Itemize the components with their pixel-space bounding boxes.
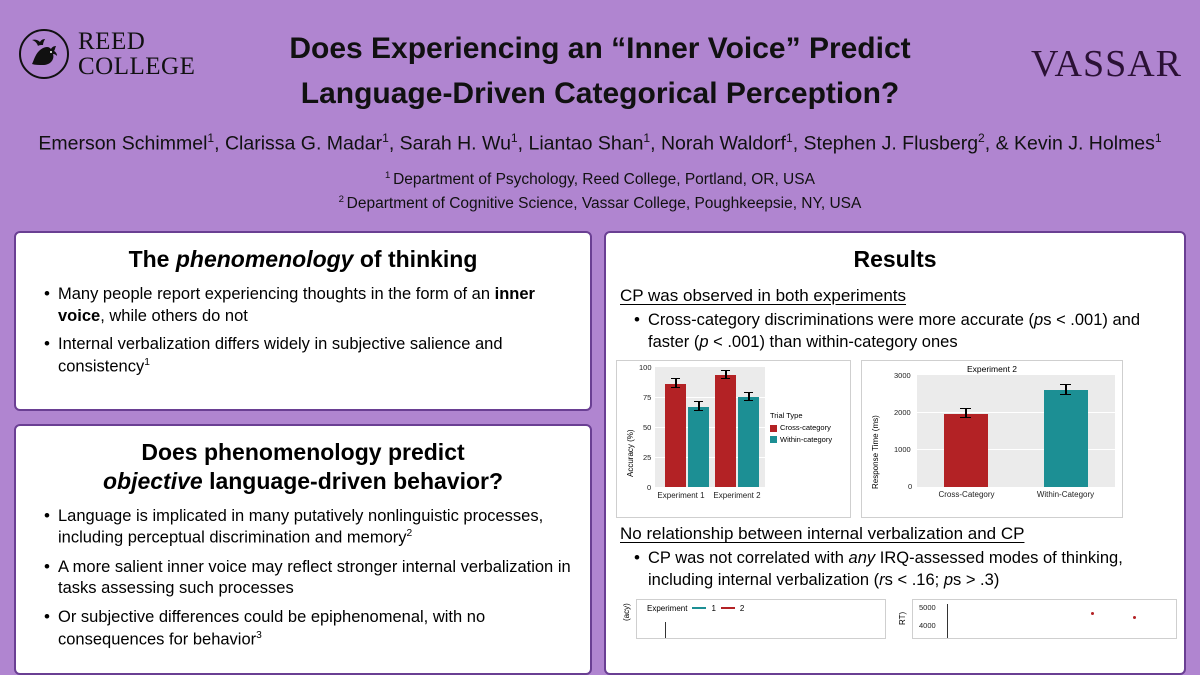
chart-response-time	[861, 360, 1123, 518]
panel-phenomenology-heading	[16, 233, 590, 280]
chart-rt-ytick-3000: 3000	[894, 371, 911, 381]
chart-line-ylabel: (acy)	[622, 603, 631, 621]
chart-rt-ytick-2000: 2000	[894, 408, 911, 418]
affiliations	[10, 168, 1190, 216]
r-bullet-2-stat2: p	[943, 571, 953, 590]
panel-results	[604, 231, 1186, 675]
chart-scatter-ytick-4000: 4000	[919, 620, 936, 630]
r-bullet-1b: s < .001)	[1043, 310, 1108, 329]
chart-line-legend	[647, 604, 744, 613]
reed-griffin-seal-icon	[18, 28, 70, 80]
page-title	[210, 26, 990, 116]
legend-item	[770, 423, 832, 433]
results-bullets-1	[606, 310, 1184, 354]
chart-scatter-partial	[912, 599, 1177, 639]
chart-accuracy-xtick-2: Experiment 2	[713, 491, 761, 501]
legend-label-exp2: 2	[739, 603, 745, 613]
chart-rt-xtick-2: Within-Category	[1036, 490, 1095, 500]
q-bullet-3-sup: 3	[256, 629, 262, 641]
poster-header	[0, 0, 1200, 222]
chart-accuracy-ylabel: Accuracy (%)	[626, 429, 635, 478]
affiliation-1-text: Department of Psychology, Reed College, Portland, OR, USA	[393, 171, 815, 188]
author-list: Emerson Schimmel$^1$, Clarissa G. Madar$^1$, Sarah H. Wu$^1$, Liantao Shan$^1$, Norah Waldorf$^1$, Stephen J. Flusberg$^2$, & Kevin J. Holmes$^1$	[38, 131, 1162, 155]
bar-rt-within	[1044, 390, 1088, 487]
results-subheading-2: No relationship between internal verbalization and CP	[620, 524, 1025, 544]
chart-line-legend-title: Experiment	[647, 603, 688, 613]
list-item	[44, 284, 576, 328]
r-bullet-2d: s < .16;	[884, 571, 944, 590]
results-bottom-charts	[616, 599, 1174, 639]
affiliation-2-text: Department of Cognitive Science, Vassar College, Poughkeepsie, NY, USA	[346, 195, 862, 213]
results-subheading-1: CP was observed in both experiments	[620, 285, 907, 305]
vassar-college-logo: VASSAR	[1030, 43, 1182, 85]
chart-rt-ytick-1000: 1000	[894, 445, 911, 455]
r-bullet-1d: < .001) than within-category ones	[708, 332, 958, 351]
chart-accuracy-ytick-25: 25	[643, 453, 652, 463]
bullet1-pre: Many people report experiencing thoughts in the form of	[58, 284, 472, 303]
question-bullets	[16, 506, 590, 652]
reed-college-logo	[18, 18, 208, 90]
chart-rt-ytick-0: 0	[908, 482, 913, 492]
legend-line-2	[721, 607, 735, 609]
chart-accuracy-ytick-50: 50	[643, 423, 652, 433]
bar-rt-cross	[944, 414, 988, 487]
panel-results-heading: Results	[853, 246, 937, 272]
bar-exp2-cross	[715, 375, 736, 487]
legend-item	[770, 435, 832, 445]
r-bullet-1c: and faster (	[648, 310, 1141, 351]
heading-post: of thinking	[353, 246, 478, 272]
bullet2-sup: 1	[144, 357, 150, 369]
list-item	[44, 506, 576, 550]
panel-research-question-heading	[16, 426, 590, 502]
affiliation-2: $^2$ Department of Cognitive Science, Vassar College, Poughkeepsie, NY, USA	[338, 193, 862, 213]
r-bullet-1-stat-b: p	[699, 332, 709, 351]
chart-line-partial	[636, 599, 886, 639]
bullet2-text: Internal verbalization differs widely in subjective salience and consistency	[58, 335, 503, 376]
legend-swatch-cross	[770, 425, 777, 432]
r-bullet-2e: s > .3)	[953, 571, 1000, 590]
affiliation-1: $^1$ Department of Psychology, Reed College, Portland, OR, USA	[385, 169, 815, 188]
panel-research-question	[14, 424, 592, 675]
page-title-line1: Does Experiencing an “Inner Voice” Predict	[289, 32, 911, 65]
legend-line-1	[692, 607, 706, 609]
page-title-line2: Language-Driven Categorical Perception?	[300, 77, 900, 110]
r-bullet-2c: thinking, including internal verbalization (	[648, 549, 1123, 590]
reed-logo-line1: REED	[78, 28, 146, 55]
q-bullet-1-text: Language is implicated in many putatively nonlinguistic processes, including perceptual discrimination and memory	[58, 506, 544, 547]
phenomenology-bullets	[16, 284, 590, 379]
chart-rt-ylabel: Response Time (ms)	[871, 415, 880, 490]
chart-rt-xtick-1: Cross-Category	[938, 490, 995, 500]
chart-scatter-ylabel: RT)	[898, 611, 907, 625]
legend-swatch-within	[770, 436, 777, 443]
chart-accuracy	[616, 360, 851, 518]
question-heading-line1: Does phenomenology predict	[141, 439, 465, 465]
r-bullet-2b: IRQ-assessed modes of	[875, 549, 1057, 568]
heading-pre: The	[128, 246, 176, 272]
scatter-point	[1091, 612, 1094, 615]
q-bullet-2-text: A more salient inner voice may reflect stronger internal verbalization in tasks assessing such processes	[58, 557, 571, 598]
panel-phenomenology	[14, 231, 592, 411]
list-item	[634, 548, 1170, 592]
r-bullet-1a: Cross-category discriminations were more accurate (	[648, 310, 1035, 329]
bullet1-bold: inner voice	[58, 284, 535, 325]
chart-scatter-ytick-5000: 5000	[919, 602, 936, 612]
question-heading-post: language-driven behavior?	[202, 467, 504, 494]
list-item	[634, 310, 1170, 354]
results-charts	[616, 360, 1174, 518]
list-item	[44, 557, 576, 601]
list-item	[44, 334, 576, 378]
chart-accuracy-ytick-75: 75	[643, 393, 652, 403]
r-bullet-1-stat-a: p	[1034, 310, 1044, 329]
bar-exp1-within	[688, 407, 709, 487]
chart-accuracy-ytick-0: 0	[647, 483, 652, 493]
legend-label-cross: Cross-category	[780, 423, 831, 433]
chart-accuracy-plot	[655, 367, 765, 487]
r-bullet-2a: CP was not correlated with	[648, 549, 849, 568]
legend-title: Trial Type	[770, 411, 803, 421]
chart-rt-plot	[917, 375, 1115, 487]
list-item	[44, 607, 576, 651]
question-heading-line2	[26, 467, 580, 496]
q-bullet-3-text: Or subjective differences could be epiphenomenal, with no consequences for behavior	[58, 608, 486, 649]
scatter-point	[1133, 616, 1136, 619]
q-bullet-1-sup: 2	[406, 528, 413, 540]
heading-italic: phenomenology	[175, 246, 354, 272]
reed-logo-line2: COLLEGE	[78, 53, 196, 80]
chart-accuracy-ytick-100: 100	[639, 363, 652, 373]
chart-response-time-title: Experiment 2	[966, 364, 1018, 375]
bullet1-mid: an	[471, 284, 495, 303]
bullet1-post: , while others do not	[100, 306, 248, 325]
results-bullets-2	[606, 548, 1184, 592]
r-bullet-2-stat: r	[879, 571, 885, 590]
chart-accuracy-legend	[770, 411, 832, 445]
legend-label-exp1: 1	[711, 603, 716, 613]
chart-accuracy-xtick-1: Experiment 1	[657, 491, 705, 501]
bar-exp2-within	[738, 397, 759, 487]
question-heading-italic: objective	[102, 467, 203, 494]
legend-label-within: Within-category	[780, 434, 833, 444]
bar-exp1-cross	[665, 384, 686, 487]
r-bullet-2-italic: any	[848, 549, 876, 568]
